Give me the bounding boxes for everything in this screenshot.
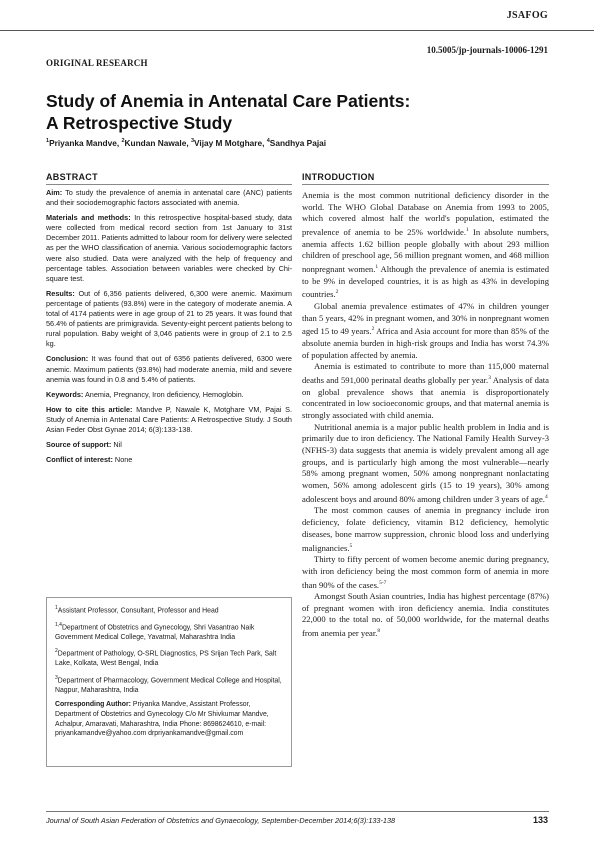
intro-paragraph: Amongst South Asian countries, India has highest percentage (87%) of pregnant women with iron deficiency anemia. India constitutes 22,000 to the total no. of 50,000 worldwide, for the maternal deaths from anemia per year.$^8$ bbox=[302, 591, 549, 639]
aim-text: To study the prevalence of anemia in antenatal care (ANC) patients and their sociodemographic factors associated with anemia. bbox=[46, 188, 292, 208]
affiliation-1-4: $^{1,4}$Department of Obstetrics and Gynecology, Shri Vasantrao Naik Government Medical College, Yavatmal, Maharashtra India bbox=[55, 621, 255, 641]
corresponding-author bbox=[55, 700, 283, 738]
intro-text: Nutritional anemia is a major public health problem in India and is primarily due to iron deficiency. The National Family Health Survey-3 (NFHS-3) data suggests that anemia is widely prevalent among all age groups, and is particularly high among the most vulnerable—nearly 58% among pregnant women, 50% among nonpregnant nonlactating women, 56% among adolescent girls (15 to 19 years), 30% among adolescent boys and around 80% among children under 3 years of age. bbox=[302, 421, 549, 504]
author-name: Kundan Nawale bbox=[124, 138, 187, 148]
footer-rule bbox=[46, 811, 549, 812]
intro-paragraph: Anemia is the most common nutritional deficiency disorder in the world. The WHO Global Database on Anemia from 1993 to 2005, which covered almost half the world's population, estimated the prevalence of anemia to be 25% worldwide.$^1$ In absolute numbers, anemia affects 1.62 billion people globally with about 293 million children of preschool age, 56 million pregnant women, and 468 million nonpregnant women.$^1$ Although the prevalence of anemia is estimated to be 9% in developed countries, it is as high as 43% in developing countries.$^2$ bbox=[302, 190, 549, 300]
intro-text: Africa and Asia account for more than 85% of the absolute anemia burden in high-risk groups and India has worst 74.3% of population affected by anemia. bbox=[302, 326, 550, 360]
author-sup: 4 bbox=[266, 138, 270, 145]
abstract-body bbox=[46, 188, 292, 470]
affiliation-text: Department of Obstetrics and Gynecology, Shri Vasantrao Naik Government Medical College, Yavatmal, Maharashtra India bbox=[55, 624, 255, 641]
abstract-rule bbox=[46, 184, 292, 185]
corr-label: Corresponding Author: bbox=[55, 701, 131, 709]
aim-label: Aim: bbox=[46, 188, 63, 197]
support-label: Source of support: bbox=[46, 440, 112, 450]
introduction-rule bbox=[302, 184, 549, 185]
intro-text: Amongst South Asian countries, India has highest percentage (87%) of pregnant women with iron deficiency anemia. India constitutes 22,000 to the total no. of 50,000 worldwide, for the maternal deaths from anemia per year. bbox=[302, 591, 549, 639]
conclusion-label: Conclusion: bbox=[46, 354, 89, 364]
header-rule bbox=[0, 30, 594, 31]
intro-text: Analysis of data on global prevalence shows that anemia is disproportionately concentrated in low socioeconomic groups, and that maternal anemia is strongly associated with child anemia. bbox=[302, 374, 549, 420]
author-name: Vijay M Motghare bbox=[194, 138, 263, 148]
abstract-conclusion bbox=[46, 354, 292, 384]
keywords-text: Anemia, Pregnancy, Iron deficiency, Hemoglobin. bbox=[84, 389, 244, 399]
intro-paragraph: Thirty to fifty percent of women become anemic during pregnancy, with iron deficiency being the most common form of anemia in more than 90% of the cases.$^{5-7}$ bbox=[302, 554, 549, 590]
author-sup: 3 bbox=[190, 138, 195, 145]
intro-paragraph: Anemia is estimated to contribute to more than 115,000 maternal deaths and 591,000 perinatal deaths globally per year.$^3$ Analysis of data on global prevalence shows that anemia is disproportionately concentrated in low socioeconomic groups, and that maternal anemia is strongly associated with child anemia. bbox=[302, 361, 549, 420]
introduction-heading: INTRODUCTION bbox=[302, 172, 375, 182]
keywords-label: Keywords: bbox=[46, 389, 84, 399]
intro-text: Anemia is estimated to contribute to more than 115,000 maternal deaths and 591,000 perinatal deaths globally per year. bbox=[302, 361, 549, 385]
intro-text: In absolute numbers, anemia affects 1.62 billion people globally with about 293 million children of preschool age, 56 million pregnant women, and 468 million nonpregnant women. bbox=[302, 226, 549, 274]
title-line-1: Study of Anemia in Antenatal Care Patients: bbox=[46, 91, 411, 111]
author-list: $^1$Priyanka Mandve, $^2$Kundan Nawale, $^3$Vijay M Motghare, $^4$Sandhya Pajai bbox=[46, 138, 327, 148]
corr-text: Priyanka Mandve, Assistant Professor, Department of Obstetrics and Gynecology C/o Mr Shivkumar Mandve, Achalpur, Amaravati, Maharashtra, India Phone: 8698624610, e-mail: priyankamandve@yahoo.com drpriyankamandve@gmail.com bbox=[55, 701, 269, 738]
introduction-body bbox=[302, 190, 549, 640]
author-sup: 2 bbox=[121, 138, 125, 145]
abstract-support bbox=[46, 440, 292, 450]
intro-text: Thirty to fifty percent of women become anemic during pregnancy, with iron deficiency being the most common form of anemia in more than 90% of the cases. bbox=[302, 554, 549, 590]
intro-text: Global anemia prevalence estimates of 47% in children younger than 5 years, 42% in pregnant women, and 30% in nonpregnant women aged 15 to 49 years. bbox=[302, 300, 549, 337]
affiliation-text: Department of Pharmacology, Government Medical College and Hospital, Nagpur, Maharashtra, India bbox=[55, 677, 282, 694]
affiliation-3: $^3$Department of Pharmacology, Government Medical College and Hospital, Nagpur, Maharashtra, India bbox=[55, 674, 282, 694]
abstract-heading: ABSTRACT bbox=[46, 172, 98, 182]
section-label: ORIGINAL RESEARCH bbox=[46, 58, 148, 68]
intro-paragraph: Nutritional anemia is a major public health problem in India and is primarily due to iron deficiency. The National Family Health Survey-3 (NFHS-3) data suggests that anemia is widely prevalent among all age groups, and is particularly high among the most vulnerable—nearly 58% among pregnant women, 50% among nonpregnant nonlactating women, 56% among adolescent girls (15 to 19 years), 30% among adolescent boys and around 80% among children under 3 years of age.$^4$ bbox=[302, 421, 549, 504]
intro-paragraph: Global anemia prevalence estimates of 47% in children younger than 5 years, 42% in pregnant women, and 30% in nonpregnant women aged 15 to 49 years.$^2$ Africa and Asia account for more than 85% of the absolute anemia burden in high-risk groups and India has worst 74.3% of population affected by anemia. bbox=[302, 300, 550, 360]
methods-text: In this retrospective hospital-based study, data were collected from medical record section from 1st January to 31st December 2011. Patients admitted to labour room for delivery were selected as per the WHO classification of anemia. Various sociodemographic factors were also studied. Data were analyzed with the help of frequency and percentage tables. Association between variables were checked by Chi-square test. bbox=[46, 213, 292, 283]
abstract-methods bbox=[46, 213, 292, 284]
affiliation-text: Department of Pathology, O-SRL Diagnostics, PS Srijan Tech Park, Salt Lake, Kolkata, West Bengal, India bbox=[55, 650, 277, 668]
abstract-aim bbox=[46, 188, 292, 208]
abstract-keywords bbox=[46, 390, 292, 400]
methods-label: Materials and methods: bbox=[46, 213, 131, 223]
conflict-label: Conflict of interest: bbox=[46, 455, 113, 465]
affiliations-box bbox=[46, 597, 292, 767]
cite-text: Mandve P, Nawale K, Motghare VM, Pajai S. Study of Anemia in Antenatal Care Patients: A Retrospective Study. J South Asian Feder Obst Gynae 2014; 6(3):133-138. bbox=[46, 404, 292, 434]
intro-paragraph: The most common causes of anemia in pregnancy include iron deficiency, folate deficiency, vitamin B12 deficiency, hemolytic diseases, bone marrow suppression, chronic blood loss and underlying malignancies.$^5$ bbox=[302, 505, 549, 553]
page-number: 133 bbox=[532, 815, 548, 825]
doi[interactable]: 10.5005/jp-journals-10006-1291 bbox=[426, 45, 548, 55]
cite-label: How to cite this article: bbox=[46, 404, 133, 414]
conclusion-text: It was found that out of 6356 patients delivered, 6300 were anemic. Maximum patients (93.8%) had moderate anemia, mild and severe anemia was found in 0.8 and 5.4% of patients. bbox=[46, 354, 292, 384]
conflict-text: None bbox=[114, 455, 133, 465]
author-sup: 1 bbox=[46, 138, 50, 145]
author-name: Priyanka Mandve bbox=[49, 138, 117, 148]
abstract-cite bbox=[46, 405, 292, 435]
abstract-results bbox=[46, 289, 292, 350]
footer-citation: Journal of South Asian Federation of Obstetrics and Gynaecology, September-December 2014;6(3):133-138 bbox=[46, 816, 396, 825]
journal-name: JSAFOG bbox=[506, 10, 548, 21]
abstract-conflict bbox=[46, 455, 292, 465]
affiliation-roles: $^1$Assistant Professor, Consultant, Professor and Head bbox=[55, 605, 219, 615]
roles-text: Assistant Professor, Consultant, Professor and Head bbox=[57, 607, 219, 615]
title-line-2: A Retrospective Study bbox=[46, 113, 233, 133]
article-title bbox=[46, 90, 466, 134]
support-text: Nil bbox=[113, 440, 122, 450]
intro-text: The most common causes of anemia in pregnancy include iron deficiency, folate deficiency, vitamin B12 deficiency, hemolytic diseases, bone marrow suppression, chronic blood loss and underlying malignancies. bbox=[302, 505, 549, 553]
results-text: Out of 6,356 patients delivered, 6,300 were anemic. Maximum percentage of patients (93.8%) were in the category of moderate anemia. A total of 4174 patients were in age group of 21 to 25 years. It was found that 56.4% of patients are primigravida. Seventy-eight percent patients belong to rural population. Baby weight of 3,046 patients were in group of 2.1 to 2.5 kg. bbox=[46, 288, 292, 349]
affiliation-2: $^2$Department of Pathology, O-SRL Diagnostics, PS Srijan Tech Park, Salt Lake, Kolkata, West Bengal, India bbox=[55, 648, 277, 668]
intro-text: Anemia is the most common nutritional deficiency disorder in the world. The WHO Global Database on Anemia from 1993 to 2005, which covered almost half the world's population, estimated the prevalence of anemia to be 25% worldwide. bbox=[302, 190, 549, 237]
results-label: Results: bbox=[46, 288, 75, 298]
author-name: Sandhya Pajai bbox=[269, 138, 327, 148]
intro-text: Although the prevalence of anemia is estimated to be 9% in developed countries, it is as high as 43% in developing countries. bbox=[302, 263, 549, 300]
